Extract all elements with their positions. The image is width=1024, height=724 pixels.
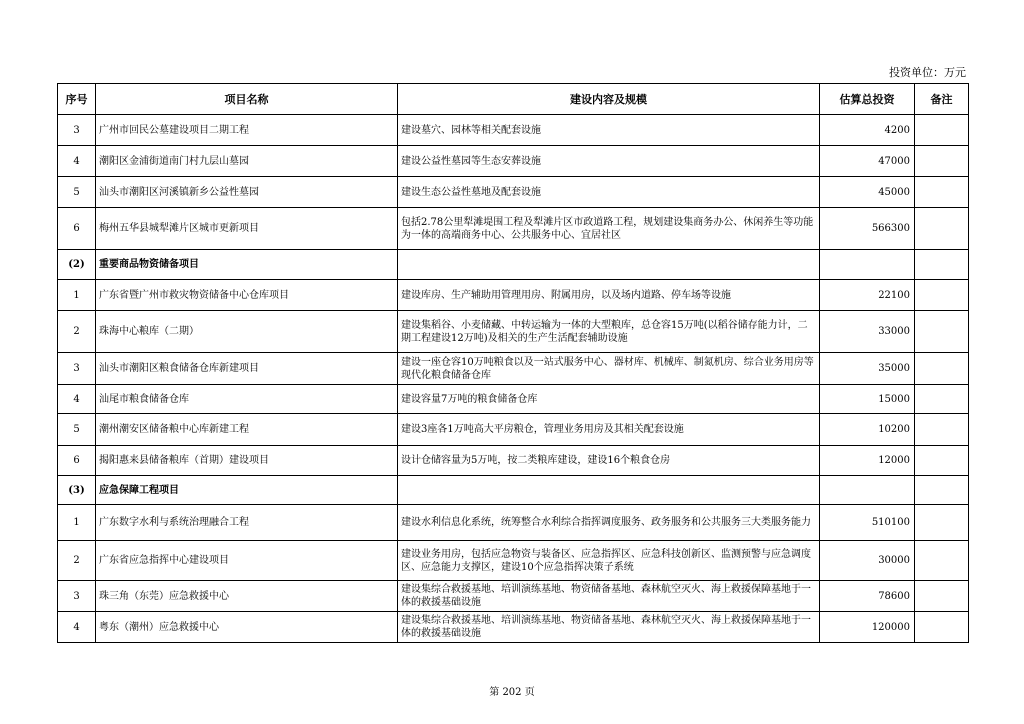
row-remark [915,385,969,414]
row-project-name: 珠三角（东莞）应急救援中心 [96,581,398,612]
row-remark [915,311,969,353]
row-investment: 566300 [820,208,915,250]
section-row [58,250,969,280]
row-seq: 2 [58,541,96,581]
row-content: 建设墓穴、园林等相关配套设施 [398,115,820,146]
row-content: 建设集综合救援基地、培训演练基地、物资储备基地、森林航空灭火、海上救援保障基地于一体的救援基础设施 [398,581,820,612]
row-content: 建设库房、生产辅助用管理用房、附属用房，以及场内道路、停车场等设施 [398,280,820,311]
row-remark [915,581,969,612]
row-investment: 47000 [820,146,915,177]
row-remark [915,414,969,446]
table-row [58,385,969,414]
row-seq: (3) [58,476,96,505]
row-seq: (2) [58,250,96,280]
row-project-name: 珠海中心粮库（二期） [96,311,398,353]
row-remark [915,280,969,311]
row-remark [915,177,969,208]
table-row [58,353,969,385]
header-seq: 序号 [58,84,96,115]
row-remark [915,353,969,385]
row-remark [915,115,969,146]
row-content: 包括2.78公里犁滩堤围工程及犁滩片区市政道路工程，规划建设集商务办公、休闲养生等功能为一体的高端商务中心、公共服务中心、宜居社区 [398,208,820,250]
row-content: 建设业务用房，包括应急物资与装备区、应急指挥区、应急科技创新区、监测预警与应急调度区、应急能力支撑区，建设10个应急指挥决策子系统 [398,541,820,581]
row-content [398,250,820,280]
row-investment [820,250,915,280]
row-remark [915,476,969,505]
row-project-name: 潮阳区金浦街道南门村九层山墓园 [96,146,398,177]
row-seq: 5 [58,177,96,208]
row-project-name: 汕头市潮阳区粮食储备仓库新建项目 [96,353,398,385]
table-row [58,115,969,146]
row-seq: 1 [58,280,96,311]
row-remark [915,541,969,581]
row-remark [915,146,969,177]
row-seq: 4 [58,385,96,414]
row-content: 建设生态公益性墓地及配套设施 [398,177,820,208]
table-row [58,311,969,353]
row-content [398,476,820,505]
row-investment: 45000 [820,177,915,208]
row-seq: 3 [58,581,96,612]
row-content: 建设3座各1万吨高大平房粮仓，管理业务用房及其相关配套设施 [398,414,820,446]
table-row [58,505,969,541]
row-seq: 2 [58,311,96,353]
row-seq: 3 [58,115,96,146]
row-content: 建设集综合救援基地、培训演练基地、物资储备基地、森林航空灭火、海上救援保障基地于一体的救援基础设施 [398,612,820,643]
row-remark [915,446,969,476]
row-investment: 15000 [820,385,915,414]
row-seq: 6 [58,446,96,476]
table-body [58,115,969,643]
row-seq: 4 [58,146,96,177]
row-project-name: 汕尾市粮食储备仓库 [96,385,398,414]
row-content: 建设水利信息化系统，统筹整合水利综合指挥调度服务、政务服务和公共服务三大类服务能力 [398,505,820,541]
table-row [58,581,969,612]
table-row [58,414,969,446]
row-project-name: 广州市回民公墓建设项目二期工程 [96,115,398,146]
table-header-row [58,84,969,115]
row-project-name: 广东省应急指挥中心建设项目 [96,541,398,581]
row-investment: 10200 [820,414,915,446]
row-seq: 1 [58,505,96,541]
row-investment [820,476,915,505]
header-investment: 估算总投资 [820,84,915,115]
row-investment: 120000 [820,612,915,643]
row-project-name: 汕头市潮阳区河溪镇新乡公益性墓园 [96,177,398,208]
row-investment: 35000 [820,353,915,385]
table-row [58,446,969,476]
table-row [58,208,969,250]
row-content: 建设公益性墓园等生态安葬设施 [398,146,820,177]
row-investment: 510100 [820,505,915,541]
row-content: 建设集稻谷、小麦储藏、中转运输为一体的大型粮库，总仓容15万吨(以稻谷储存能力计，二期工程建设12万吨)及相关的生产生活配套辅助设施 [398,311,820,353]
row-content: 设计仓储容量为5万吨，按二类粮库建设，建设16个粮食仓房 [398,446,820,476]
row-project-name: 梅州五华县城犁滩片区城市更新项目 [96,208,398,250]
header-remark: 备注 [915,84,969,115]
row-project-name: 粤东（潮州）应急救援中心 [96,612,398,643]
row-content: 建设容量7万吨的粮食储备仓库 [398,385,820,414]
table-row [58,541,969,581]
header-name: 项目名称 [96,84,398,115]
table-row [58,280,969,311]
row-investment: 30000 [820,541,915,581]
row-remark [915,505,969,541]
project-table [57,83,969,643]
row-project-name: 广东数字水利与系统治理融合工程 [96,505,398,541]
row-seq: 4 [58,612,96,643]
row-seq: 6 [58,208,96,250]
row-investment: 12000 [820,446,915,476]
row-content: 建设一座仓容10万吨粮食以及一站式服务中心、器材库、机械库、制氮机房、综合业务用房等现代化粮食储备仓库 [398,353,820,385]
row-seq: 5 [58,414,96,446]
investment-unit-label: 投资单位：万元 [889,66,966,79]
row-investment: 4200 [820,115,915,146]
row-project-name: 应急保障工程项目 [96,476,398,505]
table-row [58,177,969,208]
row-remark [915,612,969,643]
page-number: 第 202 页 [489,687,535,698]
table-row [58,612,969,643]
row-remark [915,250,969,280]
row-project-name: 广东省暨广州市救灾物资储备中心仓库项目 [96,280,398,311]
table-row [58,146,969,177]
row-investment: 33000 [820,311,915,353]
section-row [58,476,969,505]
row-investment: 78600 [820,581,915,612]
row-investment: 22100 [820,280,915,311]
header-content: 建设内容及规模 [398,84,820,115]
row-project-name: 潮州潮安区储备粮中心库新建工程 [96,414,398,446]
row-remark [915,208,969,250]
row-seq: 3 [58,353,96,385]
row-project-name: 重要商品物资储备项目 [96,250,398,280]
row-project-name: 揭阳惠来县储备粮库（首期）建设项目 [96,446,398,476]
